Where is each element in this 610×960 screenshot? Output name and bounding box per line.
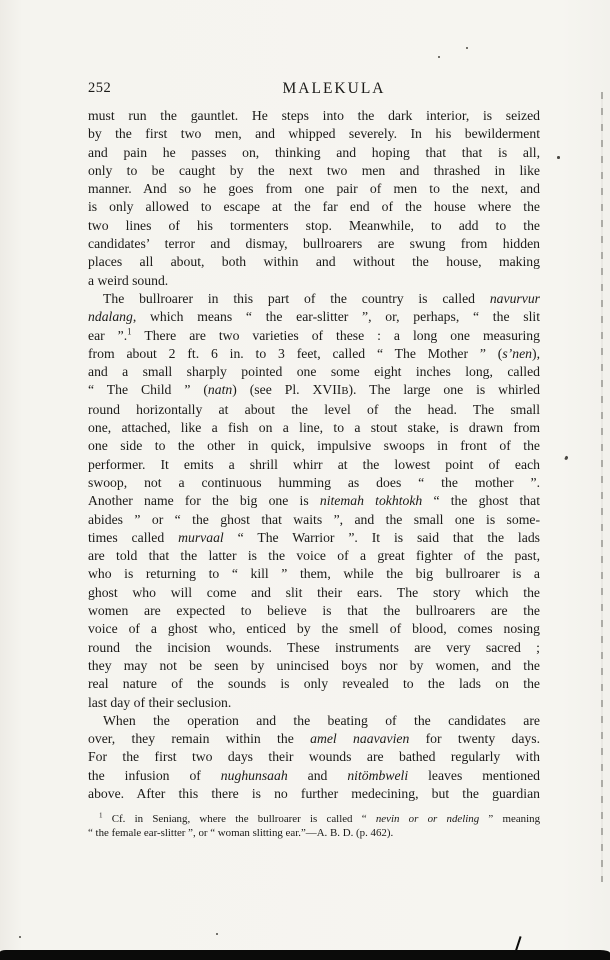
text-line: must run the gauntlet. He steps into the dark interior, is seized	[88, 108, 540, 123]
text-line: performer. It emits a shrill whirr at the lowest point of each	[88, 456, 540, 472]
text-line: ndalang, which means “ the ear-slitter ”, or, perhaps, “ the slit	[88, 309, 540, 325]
text-line: real nature of the sounds is only revealed to the lads on the	[88, 676, 540, 692]
body-paragraph	[88, 290, 540, 712]
text-line: from about 2 ft. 6 in. to 3 feet, called “ The Mother ” (s’nen),	[88, 345, 540, 361]
text-line: round the incision wounds. These instruments are very sacred ;	[88, 639, 540, 655]
body-paragraph	[88, 712, 540, 803]
text-line: by the first two men, and whipped severely. In his bewilderment	[88, 126, 540, 142]
text-line: and pain he passes on, thinking and hoping that that is all,	[88, 144, 540, 160]
scan-speck	[466, 47, 468, 49]
footnote	[88, 812, 540, 840]
text-line: one side to the other in quick, impulsive swoops in front of the	[88, 438, 540, 454]
text-line: voice of a ghost who, enticed by the smell of blood, comes nosing	[88, 621, 540, 637]
text-line: manner. And so he goes from one pair of men to the next, and	[88, 181, 540, 197]
text-line: two lines of his tormenters stop. Meanwhile, to add to the	[88, 217, 540, 233]
page-edge-line	[601, 92, 603, 882]
text-line: times called murvaal “ The Warrior ”. It is said that the lads	[88, 529, 540, 545]
text-line: When the operation and the beating of the candidates are	[103, 712, 540, 728]
text-line: and a small sharply pointed one some eight inches long, called	[88, 364, 540, 380]
text-line: the infusion of nughunsaah and nitömbweli leaves mentioned	[88, 767, 541, 783]
footnote-paragraph	[88, 812, 540, 840]
text-line: women are expected to believe is that the bullroarers are the	[88, 603, 540, 619]
text-line: The bullroarer in this part of the country is called navurvur	[103, 290, 540, 306]
text-line: For the first two days their wounds are bathed regularly with	[88, 749, 540, 765]
text-line: ghost who will come and slit their ears. The story which the	[88, 584, 540, 600]
text-line: who is returning to “ kill ” them, while the big bullroarer is a	[88, 566, 540, 582]
text-line: over, they remain within the amel naavavien for twenty days.	[88, 731, 541, 747]
scan-bottom-bar	[0, 950, 610, 960]
scan-speck	[557, 156, 560, 159]
body-paragraph	[88, 107, 540, 290]
scan-speck	[438, 56, 440, 58]
text-line: one, attached, like a fish on a line, to a stout stake, is drawn from	[88, 420, 540, 436]
text-line: candidates’ terror and dismay, bullroarers are swung from hidden	[88, 236, 540, 252]
text-line: are told that the latter is the voice of a great fighter of the past,	[88, 548, 540, 564]
text-line: above. After this there is no further medecining, but the guardian	[88, 785, 540, 801]
page-number: 252	[88, 80, 112, 96]
text-line: “ The Child ” (natn) (see Pl. XVIIB). The large one is whirled	[88, 382, 540, 398]
text-line: round horizontally at about the level of the head. The small	[88, 401, 540, 417]
text-line: Another name for the big one is nitemah tokhtokh “ the ghost that	[88, 493, 541, 509]
text-line: places all about, both within and without the house, making	[88, 254, 540, 270]
text-line: last day of their seclusion.	[88, 694, 232, 710]
text-line: swoop, not a continuous humming as does “ the mother ”.	[88, 474, 540, 490]
scan-speck	[216, 933, 218, 935]
text-line: $^1$ Cf. in Seniang, where the bullroarer is called “ nevin or or ndeling ” meaning	[99, 811, 541, 826]
scan-speck	[19, 936, 21, 938]
text-line: a weird sound.	[88, 272, 169, 288]
page-header	[88, 80, 540, 107]
text-block	[88, 80, 540, 840]
scan-speck	[564, 456, 568, 460]
text-line: abides ” or “ the ghost that waits ”, and the small one is some-	[88, 511, 540, 527]
text-line: “ the female ear-slitter ”, or “ woman slitting ear.”—A. B. D. (p. 462).	[88, 827, 394, 840]
text-line: only to be caught by the next two men and thrashed in like	[88, 162, 540, 178]
running-title: MALEKULA	[282, 80, 386, 97]
text-line: they may not be seen by unincised boys nor by women, and the	[88, 657, 540, 673]
text-line: is only allowed to escape at the far end of the house where the	[88, 199, 540, 215]
text-line: ear ”.$^1$ There are two varieties of these : a long one measuring	[88, 326, 540, 343]
body-text	[88, 107, 540, 803]
